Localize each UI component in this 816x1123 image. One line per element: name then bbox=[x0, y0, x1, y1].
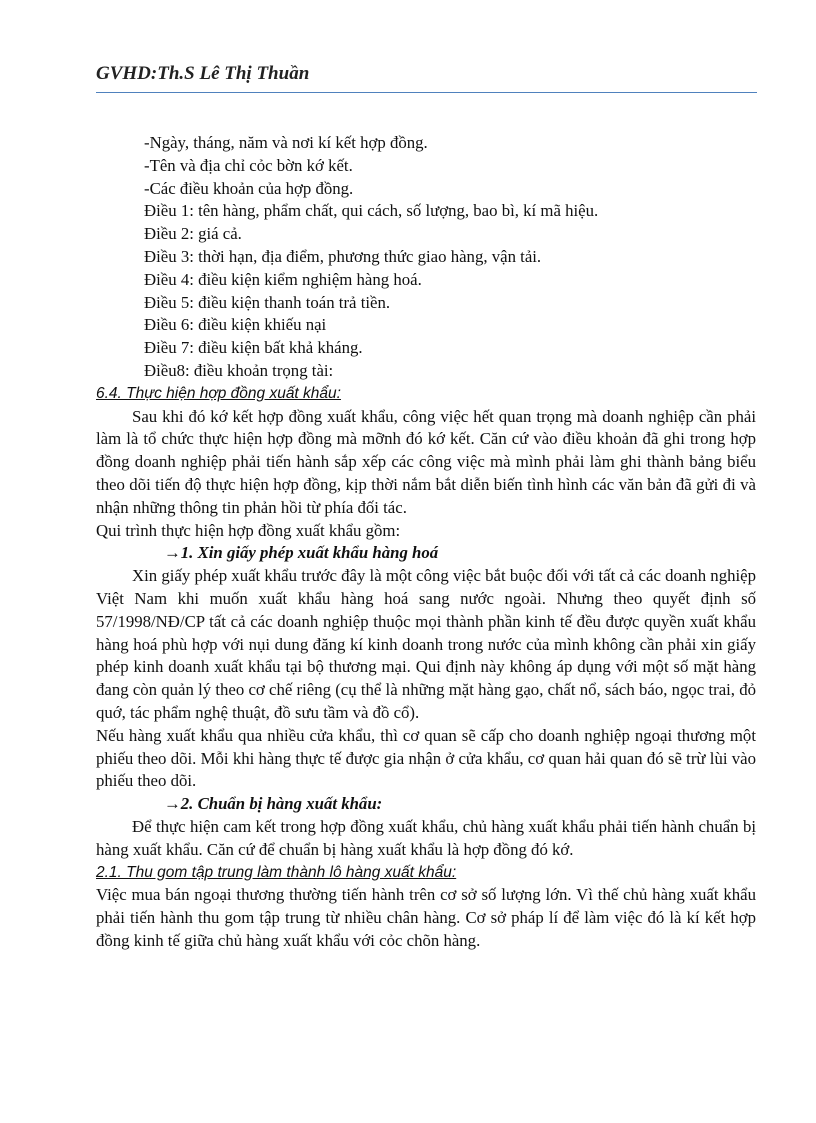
list-item: -Các điều khoản của hợp đồng. bbox=[144, 178, 354, 198]
step-heading-text: 1. Xin giấy phép xuất khẩu hàng hoá bbox=[180, 543, 439, 563]
paragraph: Qui trình thực hiện hợp đồng xuất khẩu gồm: bbox=[96, 520, 401, 540]
paragraph: Sau khi đó kớ kết hợp đồng xuất khẩu, công việc hết quan trọng mà doanh nghiệp cần phải làm là tổ chức thực hiện hợp đồng mà mỡnh đó kớ kết. Căn cứ vào điều khoản đã ghi trong hợp đồng doanh nghiệp phải tiến hành sắp xếp các công việc mà mình phải làm ghi thành bảng biểu theo dõi tiến độ thực hiện hợp đồng, kịp thời nắm bắt diễn biến tình hình các văn bản đã gửi đi và nhận những thông tin phản hồi từ phía đối tác. bbox=[96, 406, 756, 517]
document-body bbox=[96, 132, 756, 953]
step-heading-2 bbox=[96, 793, 756, 816]
list-item: Điều8: điều khoản trọng tài: bbox=[144, 360, 334, 380]
header-divider bbox=[96, 92, 757, 93]
list-item: Điều 1: tên hàng, phẩm chất, qui cách, số lượng, bao bì, kí mã hiệu. bbox=[144, 201, 599, 221]
section-heading-6-4: 6.4. Thực hiện hợp đồng xuất khẩu: bbox=[96, 384, 341, 402]
contract-content-list bbox=[96, 132, 756, 383]
paragraph: Nếu hàng xuất khẩu qua nhiều cửa khẩu, thì cơ quan sẽ cấp cho doanh nghiệp ngoại thương một phiếu theo dõi. Mỗi khi hàng thực tế được gia nhận ở cửa khẩu, cơ quan hải quan đó sẽ trừ lùi vào phiếu theo dõi. bbox=[96, 725, 756, 791]
list-item: Điều 6: điều kiện khiếu nại bbox=[144, 315, 327, 335]
list-item: Điều 5: điều kiện thanh toán trả tiền. bbox=[144, 292, 391, 312]
step-heading-1 bbox=[96, 542, 756, 565]
list-item: -Ngày, tháng, năm và nơi kí kết hợp đồng. bbox=[144, 133, 428, 152]
step-heading-text: 2. Chuẩn bị hàng xuất khẩu: bbox=[180, 794, 383, 814]
list-item: Điều 3: thời hạn, địa điểm, phương thức giao hàng, vận tải. bbox=[144, 246, 542, 266]
paragraph: Việc mua bán ngoại thương thường tiến hành trên cơ sở số lượng lớn. Vì thế chủ hàng xuất khẩu phải tiến hành thu gom tập trung từ nhiều chân hàng. Cơ sở pháp lí để làm việc đó là kí kết hợp đồng kinh tế giữa chủ hàng xuất khẩu với cỏc chõn hàng. bbox=[96, 885, 756, 950]
paragraph: Xin giấy phép xuất khẩu trước đây là một công việc bắt buộc đối với tất cả các doanh nghiệp Việt Nam khi muốn xuất khẩu hàng hoá sang nước ngoài. Nhưng theo quyết định số 57/1998/NĐ/CP tất cả các doanh nghiệp thuộc mọi thành phần kinh tế đều được quyền xuất khẩu hàng hoá phù hợp với nụi dung đăng kí kinh doanh trong nước của mình không cần phải xin giấy phép kinh doanh xuất khẩu tại bộ thương mại. Qui định này không áp dụng với một số mặt hàng đang còn quản lý theo cơ chế riêng (cụ thể là những mặt hàng gạo, chất nổ, sách báo, ngọc trai, đỏ quớ, tác phẩm nghệ thuật, đồ sưu tầm và đồ cổ). bbox=[96, 566, 756, 722]
list-item: Điều 2: giá cả. bbox=[144, 224, 242, 244]
list-item: Điều 4: điều kiện kiểm nghiệm hàng hoá. bbox=[144, 269, 422, 289]
arrow-right-icon: → bbox=[164, 543, 181, 563]
paragraph: Để thực hiện cam kết trong hợp đồng xuất khẩu, chủ hàng xuất khẩu phải tiến hành chuẩn bị hàng xuất khẩu. Căn cứ để chuẩn bị hàng xuất khẩu là hợp đồng đó kớ. bbox=[96, 816, 756, 859]
arrow-right-icon: → bbox=[164, 794, 181, 814]
page-header-title: GVHD:Th.S Lê Thị Thuần bbox=[96, 63, 310, 84]
section-heading-2-1: 2.1. Thu gom tập trung làm thành lô hàng xuất khẩu: bbox=[96, 863, 457, 881]
list-item: Điều 7: điều kiện bất khả kháng. bbox=[144, 338, 363, 358]
list-item: -Tên và địa chỉ cỏc bờn kớ kết. bbox=[144, 155, 353, 175]
